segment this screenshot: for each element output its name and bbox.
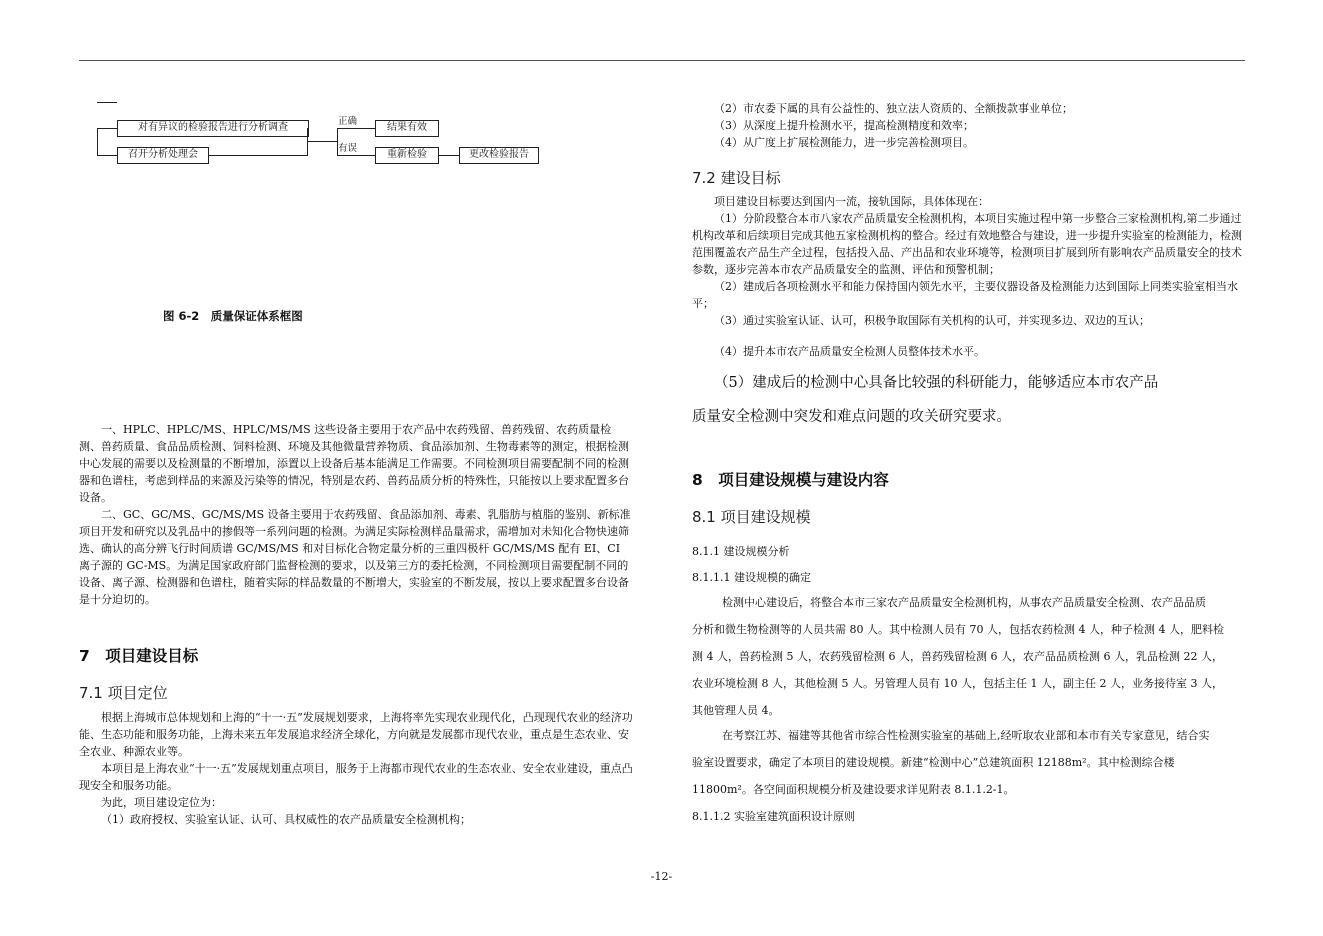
right-items-text — [692, 100, 1245, 151]
left-positioning-text — [79, 709, 634, 828]
goal-5-line-2: 质量安全检测中突发和难点问题的攻关研究要求。 — [692, 409, 1011, 425]
heading-8-1: 8.1 项目建设规模 — [692, 508, 811, 526]
heading-7-2: 7.2 建设目标 — [692, 169, 781, 187]
goal-4: （4）提升本市农产品质量安全检测人员整体技术水平。 — [714, 345, 985, 358]
flow-line — [337, 155, 375, 156]
paragraph-7-1-c: 为此，项目建设定位为： — [101, 796, 222, 809]
goal-5-text — [692, 366, 1245, 434]
heading-8-1-1-1: 8.1.1.1 建设规模的确定 — [692, 571, 811, 584]
flow-line — [439, 155, 459, 156]
left-equipment-text — [79, 421, 631, 608]
flow-line — [209, 155, 307, 156]
box-retest: 重新检验 — [375, 147, 439, 164]
goal-1: （1）分阶段整合本市八家农产品质量安全检测机构，本项目实施过程中第一步整合三家检测机构,第二步通过机构改革和后续项目完成其他五家检测机构的整合。经过有效地整合与建设，进一步提升实验室的检测能力，检测范围覆盖农产品生产全过程，包括投入品、产出品和农业环境等，检测项目扩展到所有影响农产品质量安全的技术参数，逐步完善本市农产品质量安全的监测、评估和预警机制； — [692, 212, 1242, 276]
label-wrong: 有误 — [338, 143, 358, 154]
heading-8-1-1: 8.1.1 建设规模分析 — [692, 545, 790, 558]
label-correct: 正确 — [338, 116, 358, 127]
page-number: -12- — [650, 870, 673, 883]
area-line: 在考察江苏、福建等其他省市综合性检测实验室的基础上,经听取农业部和本市有关专家意见，结合实 — [722, 729, 1210, 742]
goal-3: （3）通过实验室认证、认可，积极争取国际有关机构的认可，并实现多边、双边的互认； — [714, 314, 1150, 327]
header-rule — [79, 60, 1245, 61]
flow-line — [97, 102, 117, 103]
paragraph-equipment-1: 一、HPLC、HPLC/MS、HPLC/MS/MS 这些设备主要用于农产品中农药残留、兽药残留、农药质量检测、兽药质量、食品品质检测、饲料检测、环境及其他微量营养物质、食品添加剂、生物毒素等的测定，根据检测中心发展的需要以及检测量的不断增加，添置以上设备后基本能满足工作需要。不同检测项目需要配制不同的检测器和色谱柱，考虑到样品的来源及污染等的情况，特别是农药、兽药品质分析的特殊性，只能按以上要求配置多台设备。 — [79, 423, 629, 504]
scale-line: 检测中心建设后，将整合本市三家农产品质量安全检测机构，从事农产品质量安全检测、农产品品质 — [722, 596, 1206, 609]
box-valid: 结果有效 — [375, 120, 439, 137]
box-meeting: 召开分析处理会 — [117, 147, 209, 164]
heading-section-8: 8 项目建设规模与建设内容 — [692, 471, 889, 489]
heading-8-1-1-2: 8.1.1.2 实验室建筑面积设计原则 — [692, 810, 855, 823]
scale-text — [692, 589, 1252, 724]
paragraph-7-1-d: （1）政府授权、实验室认证、认可、具权威性的农产品质量安全检测机构； — [101, 813, 471, 826]
flow-line — [97, 128, 98, 155]
area-text — [692, 722, 1252, 803]
goal-5-line-1: （5）建成后的检测中心具备比较强的科研能力，能够适应本市农产品 — [714, 375, 1159, 391]
heading-section-7: 7 项目建设目标 — [79, 647, 199, 665]
flow-line — [337, 128, 375, 129]
item-3: （3）从深度上提升检测水平，提高检测精度和效率； — [714, 119, 974, 132]
paragraph-7-1-b: 本项目是上海农业“十一·五”发展规划重点项目，服务于上海都市现代农业的生态农业、安全农业建设，重点凸现安全和服务功能。 — [79, 762, 633, 792]
item-2: （2）市农委下属的具有公益性的、独立法人资质的、全额拨款事业单位； — [714, 102, 1073, 115]
scale-line: 其他管理人员 4。 — [692, 704, 780, 717]
area-line: 验室设置要求，确定了本项目的建设规模。新建“检测中心”总建筑面积 12188m²。其中检测综合楼 — [692, 756, 1175, 769]
flow-line — [307, 128, 308, 156]
scale-line: 测 4 人，兽药检测 5 人，农药残留检测 6 人，兽药残留检测 6 人，农产品品质检测 6 人，乳品检测 22 人， — [692, 650, 1223, 663]
box-revise: 更改检验报告 — [459, 147, 539, 164]
figure-caption: 图 6-2 质量保证体系框图 — [163, 309, 303, 323]
goal-2: （2）建成后各项检测水平和能力保持国内领先水平，主要仪器设备及检测能力达到国际上同类实验室相当水平； — [692, 280, 1238, 310]
item-4: （4）从广度上扩展检测能力，进一步完善检测项目。 — [714, 136, 974, 149]
paragraph-equipment-2: 二、GC、GC/MS、GC/MS/MS 设备主要用于农药残留、食品添加剂、毒素、乳脂肪与植脂的鉴别、新标准项目开发和研究以及乳品中的掺假等一系列问题的检测。为满足实际检测样品量需求，需增加对未知化合物快速筛选、确认的高分辨飞行时间质谱 GC/MS/MS 和对目标化合物定量分析的三重四极杆 GC/MS/MS 配有 EI、CI 离子源的 GC-MS。为满足国家政府部门监督检测的要求，以及第三方的委托检测，不同检测项目需要配制不同的设备、离子源、检测器和色谱柱，随着实际的样品数量的不断增大，实验室的不断发展，按以上要求配置多台设备是十分迫切的。 — [79, 508, 631, 606]
box-review: 对有异议的检验报告进行分析调查 — [117, 120, 309, 137]
goal-intro: 项目建设目标要达到国内一流，接轨国际，具体体现在： — [714, 195, 989, 208]
heading-7-1: 7.1 项目定位 — [79, 684, 168, 702]
right-goals-text — [692, 193, 1245, 329]
area-line: 11800m²。各空间面积规模分析及建设要求详见附表 8.1.1.2-1。 — [692, 783, 1015, 796]
scale-line: 农业环境检测 8 人，其他检测 5 人。另管理人员有 10 人，包括主任 1 人，副主任 2 人，业务接待室 3 人， — [692, 677, 1223, 690]
flow-line — [307, 141, 337, 142]
flow-line — [97, 155, 117, 156]
paragraph-7-1-a: 根据上海城市总体规划和上海的“十一·五”发展规划要求，上海将率先实现农业现代化，凸现现代农业的经济功能、生态功能和服务功能，上海未来五年发展追求经济全球化，方向就是发展都市现代农业，重点是生态农业、安全农业、种源农业等。 — [79, 711, 633, 758]
flow-line — [97, 128, 117, 129]
scale-line: 分析和微生物检测等的人员共需 80 人。其中检测人员有 70 人，包括农药检测 4 人，种子检测 4 人，肥料检 — [692, 623, 1224, 636]
